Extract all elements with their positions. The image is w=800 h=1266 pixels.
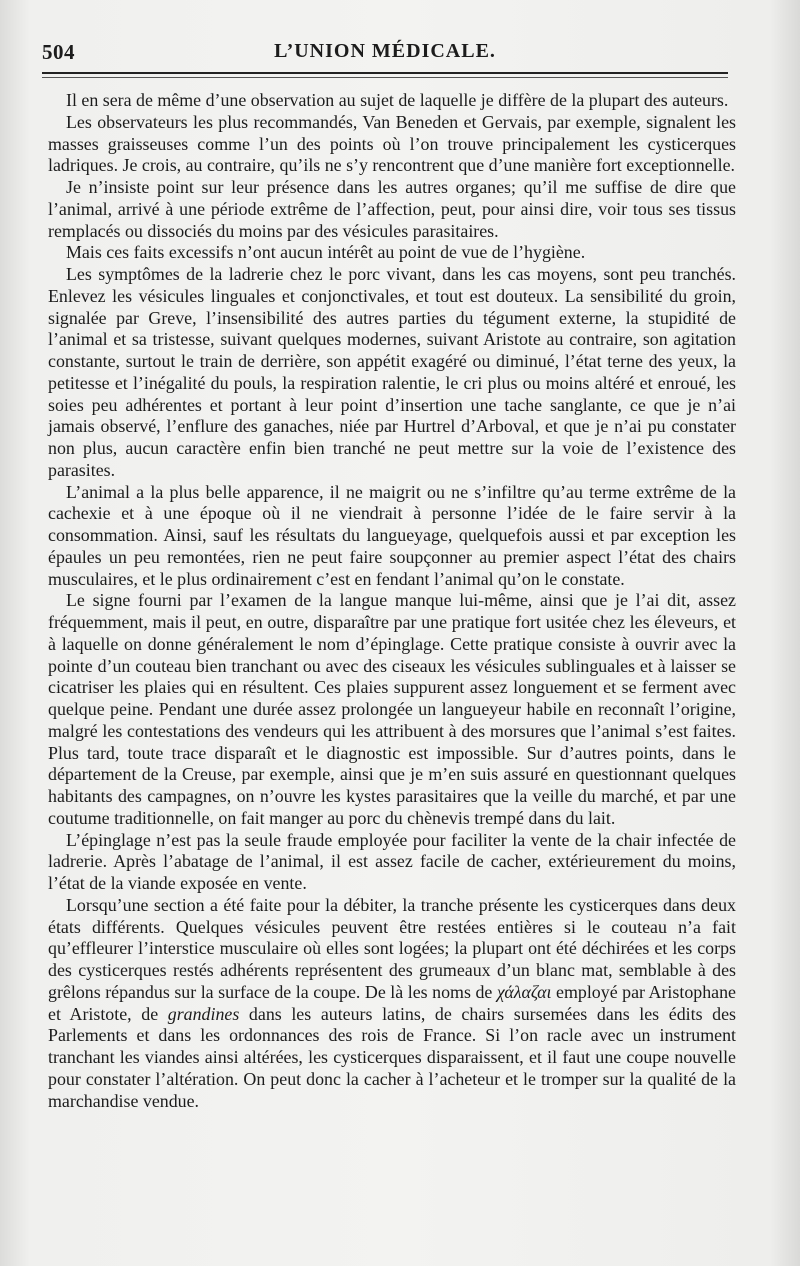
paragraph: Il en sera de même d’une observation au sujet de laquelle je diffère de la plupart des auteurs.	[66, 90, 729, 110]
page-number: 504	[42, 40, 75, 64]
paragraph: Mais ces faits excessifs n’ont aucun intérêt au point de vue de l’hygiène.	[66, 242, 586, 263]
paragraph: L’épinglage n’est pas la seule fraude employée pour faciliter la vente de la chair infectée de ladrerie. Après l’abatage de l’animal, il est assez facile de cacher, extérieurement du moins, l’état de la viande exposée en vente.	[48, 829, 736, 893]
paragraph: L’animal a la plus belle apparence, il ne maigrit ou ne s’infiltre qu’au terme extrême de la cachexie et à une époque où il ne viendrait à personne l’idée de le faire servir à la consommation. Ainsi, sauf les résultats du langueyage, quelquefois aussi et par exception les épaules un peu remontées, rien ne peut faire soupçonner au premier aspect l’état des chairs musculaires, et le plus ordinairement c’est en fendant l’animal qu’on le constate.	[48, 481, 736, 589]
paragraph-text: employé par Aristophane et Aristote, de	[48, 981, 737, 1024]
header-rule	[42, 72, 728, 74]
body-text	[48, 90, 736, 1112]
paragraph: Le signe fourni par l’examen de la langue manque lui-même, ainsi que je l’ai dit, assez fréquemment, mais il peut, en outre, disparaître par une pratique fort usitée chez les éleveurs, et à laquelle on donne généralement le nom d’épinglage. Cette pratique consiste à ouvrir avec la pointe d’un couteau bien tranchant ou avec des ciseaux les vésicules sublinguales et à laisser se cicatriser les plaies qui en résultent. Ces plaies suppurent assez longuement et se ferment avec quelque peine. Pendant une durée assez prolongée un langueyeur habile en reconnaît l’origine, malgré les contestations des vendeurs qui les attribuent à des morsures que l’animal s’est faites. Plus tard, toute trace disparaît et le diagnostic est impossible. Sur d’autres points, dans le département de la Creuse, par exemple, ainsi que je m’en suis assuré en questionnant quelques habitants des campagnes, on n’ouvre les kystes parasitaires que la veille du marché, et par une coutume traditionnelle, on fait manger au porc du chènevis trempé dans du lait.	[48, 590, 736, 828]
paragraph-last	[48, 895, 736, 1113]
paragraph: Les symptômes de la ladrerie chez le porc vivant, dans les cas moyens, sont peu tranchés. Enlevez les vésicules linguales et conjonctivales, et tout est douteux. La sensibilité du groin, signalée par Greve, l’insensibilité des autres parties du tégument externe, la stupidité de l’animal et sa tristesse, suivant quelques modernes, suivant Aristote au contraire, son agitation constante, surtout le train de derrière, son appétit exagéré ou diminué, l’état terne des yeux, la petitesse et l’inégalité du pouls, la respiration ralentie, le cri plus ou moins altéré et enroué, les soies peu adhérentes et portant à leur point d’insertion une tache sanglante, ce que je n’ai jamais observé, l’enflure des ganaches, niée par Hurtrel d’Arboval, et que je n’ai pu constater non plus, aucun caractère enfin bien tranché ne peut mettre sur la voie de l’existence des parasites.	[48, 264, 736, 480]
paragraph: Je n’insiste point sur leur présence dans les autres organes; qu’il me suffise de dire que l’animal, arrivé à une période extrême de l’affection, peut, pour ainsi dire, voir tous ses tissus remplacés ou dissociés du moins par des vésicules parasitaires.	[48, 177, 736, 241]
paragraph-text: dans les auteurs latins, de chairs sursemées dans les édits des Parlements et dans les ordonnances des rois de France. Si l’on racle avec un instrument tranchant les viandes ainsi altérées, les cysticerques disparaissent, et il faut une coupe nouvelle pour constater l’altération. On peut donc la cacher à l’acheteur et le tromper sur la qualité de la marchandise vendue.	[48, 1003, 737, 1111]
running-title: L’UNION MÉDICALE.	[274, 40, 496, 62]
paragraph: Les observateurs les plus recommandés, Van Beneden et Gervais, par exemple, signalent les masses graisseuses comme l’un des points où l’on trouve principalement les cysticerques ladriques. Je crois, au contraire, qu’ils ne s’y rencontrent que d’une manière fort exceptionnelle.	[48, 111, 736, 176]
latin-term: grandines	[167, 1003, 240, 1024]
greek-term: χάλαζαι	[496, 981, 552, 1002]
header-rule-thin	[42, 77, 728, 78]
paragraph-text: Lorsqu’une section a été faite pour la débiter, la tranche présente les cysticerques dans deux états différents. Quelques vésicules peuvent être restées entières si le couteau n’a fait qu’effleurer l’interstice musculaire où elles sont logées; la plupart ont été déchirées et les corps des cysticerques restés adhérents représentent des grumeaux d’un blanc mat, semblable à des grêlons répandus sur la surface de la coupe. De là les noms de	[48, 894, 736, 1002]
page-header	[42, 38, 728, 74]
